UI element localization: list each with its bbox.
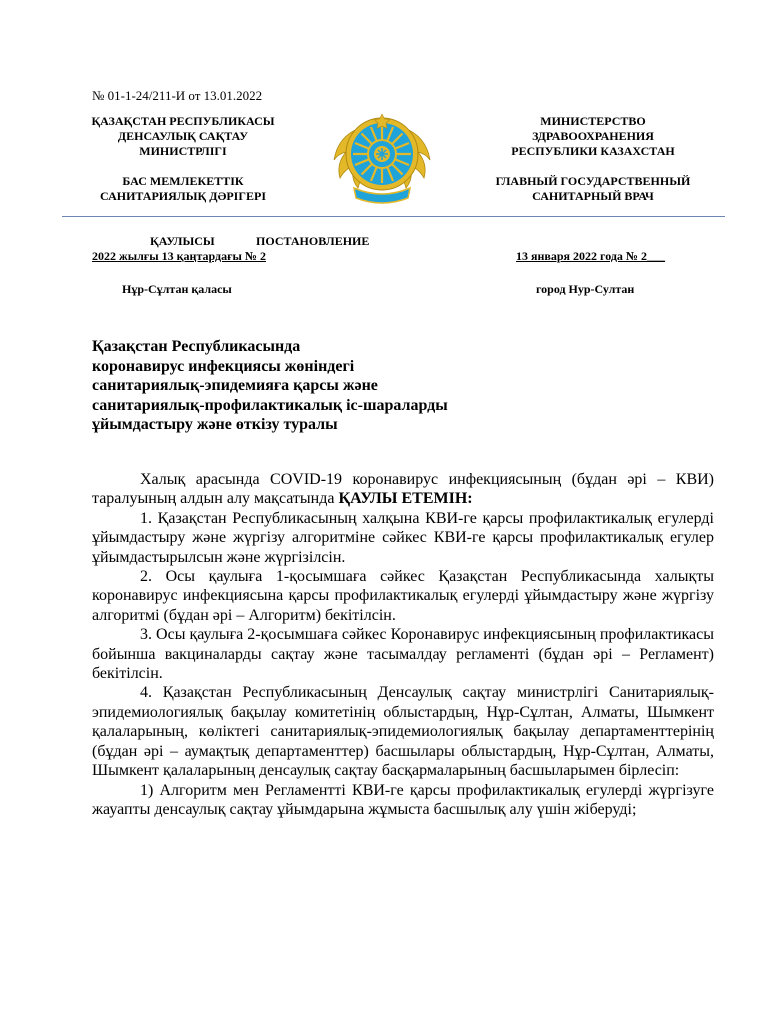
title-line: коронавирус инфекциясы жөніндегі bbox=[92, 357, 355, 375]
title-line: санитариялық-эпидемияға қарсы және bbox=[92, 377, 378, 394]
document-title bbox=[92, 337, 532, 435]
paragraph-item-1: 1. Қазақстан Республикасының халқына КВИ-ге қарсы профилактикалық егулерді ұйымдастыру және жүргізу алгоритміне сәйкес КВИ-ге қарсы профилактикалық егулер ұйымдастырылсын және жүргізілсін. bbox=[92, 509, 714, 566]
header-ru-line: САНИТАРНЫЙ ВРАЧ bbox=[532, 189, 654, 203]
document-body bbox=[92, 470, 714, 819]
header-kz-line: МИНИСТРЛІГІ bbox=[139, 144, 227, 158]
paragraph-item-3: 3. Осы қаулыға 2-қосымшаға сәйкес Коронавирус инфекциясының профилактикасы бойынша вакциналарды сақтау және тасымалдау регламенті (бұдан әрі – Регламент) бекітілсін. bbox=[92, 626, 714, 683]
doc-type-kz: ҚАУЛЫСЫ bbox=[150, 234, 215, 248]
header-ru-line: ЗДРАВООХРАНЕНИЯ bbox=[532, 129, 654, 143]
header-kazakh bbox=[70, 114, 296, 204]
header-kz-line: САНИТАРИЯЛЫҚ ДӘРІГЕРІ bbox=[100, 189, 266, 203]
date-ru: 13 января 2022 года № 2___ bbox=[516, 249, 665, 263]
state-emblem-icon bbox=[324, 108, 440, 212]
header-ru-line: РЕСПУБЛИКИ КАЗАХСТАН bbox=[511, 144, 675, 158]
title-line: санитариялық-профилактикалық іс-шараларды bbox=[92, 396, 448, 414]
paragraph-subitem-1: 1) Алгоритм мен Регламентті КВИ-ге қарсы профилактикалық егулерді жүргізуге жауапты денсаулық сақтау ұйымдарына жұмыста басшылық алу үшін жіберуді; bbox=[92, 781, 714, 818]
header-kz-line: ДЕНСАУЛЫҚ САҚТАУ bbox=[117, 129, 249, 143]
date-kz: 2022 жылғы 13 қаңтардағы № 2 bbox=[92, 249, 266, 263]
paragraph-item-2: 2. Осы қаулыға 1-қосымшаға сәйкес Қазақстан Республикасында халықты коронавирус инфекциясына қарсы профилактикалық егулерді ұйымдастыру және жүргізу алгоритмі (бұдан әрі – Алгоритм) бекітілсін. bbox=[92, 568, 714, 624]
city-kz: Нұр-Сұлтан қаласы bbox=[122, 282, 232, 296]
title-line: Қазақстан Республикасында bbox=[92, 338, 301, 355]
preamble-text: Халық арасында COVID-19 коронавирус инфекциясының (бұдан әрі – КВИ) таралуының алдын алу мақсатында bbox=[92, 471, 714, 508]
header-divider bbox=[62, 216, 725, 217]
header-ru-line: МИНИСТЕРСТВО bbox=[540, 114, 646, 128]
header-kz-line: ҚАЗАҚСТАН РЕСПУБЛИКАСЫ bbox=[91, 114, 275, 128]
header-ru-line: ГЛАВНЫЙ ГОСУДАРСТВЕННЫЙ bbox=[495, 174, 691, 188]
resolve-phrase: ҚАУЛЫ ЕТЕМІН: bbox=[338, 490, 473, 508]
registration-number: № 01-1-24/211-И от 13.01.2022 bbox=[92, 88, 263, 103]
title-line: ұйымдастыру және өткізу туралы bbox=[92, 416, 338, 433]
header-russian bbox=[468, 114, 718, 204]
doc-type-ru: ПОСТАНОВЛЕНИЕ bbox=[256, 234, 370, 248]
city-ru: город Нур-Султан bbox=[536, 282, 635, 296]
paragraph-preamble bbox=[92, 470, 714, 509]
paragraph-item-4: 4. Қазақстан Республикасының Денсаулық сақтау министрлігі Санитариялық-эпидемиологиялық бақылау комитетінің облыстардың, Нұр-Сұлтан, Алматы, Шымкент қалаларының, көліктегі санитариялық-эпидемиологиялық бақылау департаменттерінің (бұдан әрі – аумақтық департаменттер) басшылары облыстардың, Нұр-Сұлтан, Алматы, Шымкент қалаларының денсаулық сақтау басқармаларының басшыларымен бірлесіп: bbox=[92, 684, 714, 780]
header-kz-line: БАС МЕМЛЕКЕТТІК bbox=[122, 174, 244, 188]
